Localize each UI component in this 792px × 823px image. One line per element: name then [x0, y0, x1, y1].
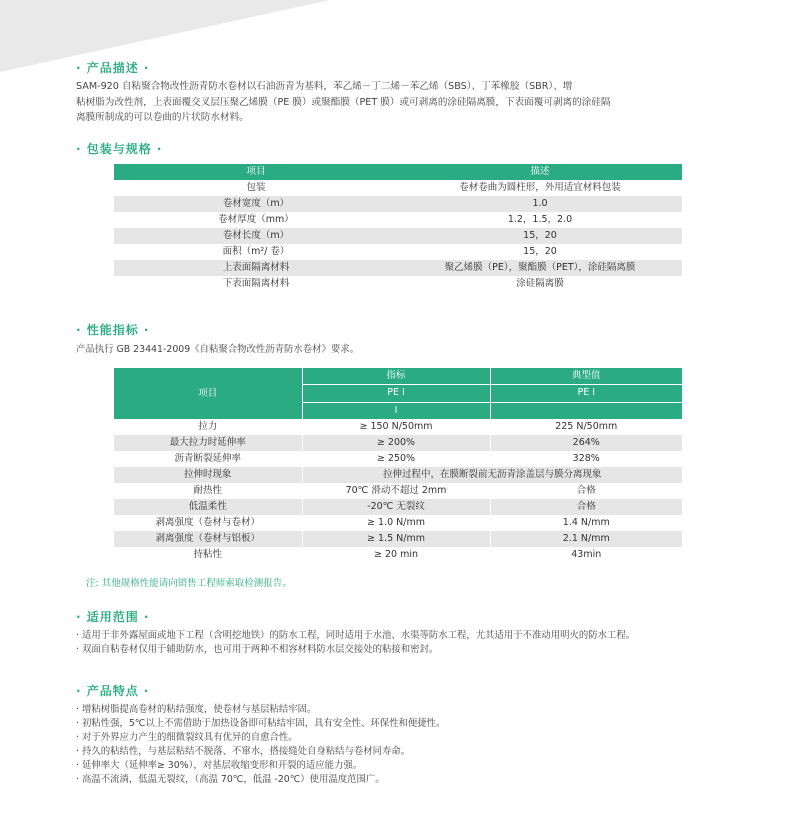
corner-decoration: [0, 0, 330, 72]
perf-cell-item: 拉伸时现象: [114, 467, 302, 483]
spec-cell-desc: 15，20: [523, 246, 557, 257]
section-title-scope: · 适用范围 ·: [76, 610, 150, 624]
spec-cell-item: 包装: [246, 182, 266, 193]
spec-header-desc: 描述: [398, 164, 682, 180]
table-row: [114, 180, 682, 196]
spec-cell-item: 卷材宽度（m）: [114, 196, 398, 212]
table-row: [114, 212, 682, 228]
description-line: 离膜所制成的可以卷曲的片状防水材料。: [76, 112, 249, 123]
table-row: [114, 244, 682, 260]
perf-cell-item: 最大拉力时延伸率: [114, 435, 302, 451]
description-paragraph: [76, 79, 716, 126]
perf-cell-index: ≥ 20 min: [302, 547, 490, 563]
spec-cell-desc: 聚乙烯膜（PE），聚酯膜（PET），涂硅隔离膜: [398, 260, 682, 276]
table-row: [114, 499, 682, 515]
spec-cell-item: 上表面隔离材料: [114, 260, 398, 276]
spec-cell-desc: 15，20: [398, 228, 682, 244]
perf-cell-typical: 225 N/50mm: [490, 419, 682, 435]
feature-item: · 持久的粘结性，与基层粘结不脱落、不窜水，搭接缝处自身粘结与卷材同寿命。: [76, 746, 411, 757]
spec-cell-item: 下表面隔离材料: [222, 278, 290, 289]
feature-item: · 延伸率大（延伸率≥ 30%），对基层收缩变形和开裂的适应能力强。: [76, 760, 363, 771]
perf-header-item: 项目: [114, 368, 302, 419]
spec-cell-item: 卷材厚度（mm）: [218, 214, 294, 225]
table-row: [114, 451, 682, 467]
perf-cell-index: ≥ 1.5 N/mm: [302, 531, 490, 547]
table-row: [114, 276, 682, 292]
perf-subheader-index-type: PE Ⅰ: [302, 385, 490, 402]
table-row: [114, 483, 682, 499]
spec-cell-desc: 涂硅隔离膜: [516, 278, 564, 289]
feature-item: · 增粘树脂提高卷材的粘结强度，使卷材与基层粘结牢固。: [76, 704, 317, 715]
perf-subheader-index-grade: Ⅰ: [302, 402, 490, 419]
perf-cell-item: 拉力: [198, 421, 218, 432]
perf-cell-typical: 43min: [490, 547, 682, 563]
spec-cell-desc: 1.2，1.5，2.0: [507, 214, 573, 225]
perf-subheader-typical-grade: [490, 402, 682, 419]
perf-header-typical: 典型值: [490, 368, 682, 385]
perf-cell-typical: 1.4 N/mm: [490, 515, 682, 531]
table-row: [114, 531, 682, 547]
section-title-features: · 产品特点 ·: [76, 684, 150, 698]
description-line: 粘树脂为改性剂，上表面覆交叉层压聚乙烯膜（PE 膜）或聚酯膜（PET 膜）或可剥离的涂硅隔离膜，下表面覆可剥离的涂硅隔: [76, 96, 611, 108]
table-row: [114, 435, 682, 451]
perf-cell-typical: 264%: [490, 435, 682, 451]
perf-cell-typical: 2.1 N/mm: [490, 531, 682, 547]
perf-cell-index: ≥ 250%: [302, 451, 490, 467]
spec-cell-item: 面积（m²/ 卷）: [222, 246, 290, 257]
scope-item: · 适用于非外露屋面或地下工程（含明挖地铁）的防水工程，同时适用于水池、水渠等防水工程，尤其适用于不准动用明火的防水工程。: [76, 630, 636, 641]
feature-item: · 对于外界应力产生的细微裂纹具有优异的自愈合性。: [76, 732, 298, 743]
spec-cell-desc: 1.0: [398, 196, 682, 212]
section-title-performance: · 性能指标 ·: [76, 323, 150, 337]
perf-cell-index: ≥ 150 N/50mm: [302, 419, 490, 435]
table-row: [114, 260, 682, 276]
performance-table: [114, 368, 682, 563]
perf-cell-item: 持粘性: [193, 549, 222, 560]
perf-cell-typical: 合格: [490, 483, 682, 499]
table-row: [114, 547, 682, 563]
perf-cell-index: -20℃ 无裂纹: [302, 499, 490, 515]
spec-header-item: 项目: [114, 164, 398, 180]
table-row: [114, 196, 682, 212]
section-title-description: · 产品描述 ·: [76, 61, 150, 75]
perf-header-index: 指标: [302, 368, 490, 385]
scope-item: · 双面自粘卷材仅用于辅助防水，也可用于两种不相容材料防水层交接处的粘接和密封。: [76, 644, 439, 655]
perf-cell-item: 低温柔性: [114, 499, 302, 515]
feature-item: · 初粘性强，5℃以上不需借助于加热设备即可粘结牢固，具有安全性、环保性和便捷性。: [76, 718, 446, 729]
perf-cell-index: ≥ 200%: [302, 435, 490, 451]
spec-table: [114, 164, 682, 292]
perf-cell-item: 剥离强度（卷材与铝板）: [114, 531, 302, 547]
table-row: [114, 419, 682, 435]
perf-cell-index-merged: 拉伸过程中，在膜断裂前无沥青涂盖层与膜分离现象: [302, 467, 682, 483]
table-row: [114, 515, 682, 531]
feature-item: · 高温不流淌，低温无裂纹，（高温 70℃，低温 -20℃）使用温度范围广。: [76, 774, 385, 785]
perf-cell-index: ≥ 1.0 N/mm: [302, 515, 490, 531]
performance-note: 注: 其他规格性能请向销售工程师索取检测报告。: [86, 578, 292, 589]
spec-table-header: [114, 164, 682, 180]
perf-cell-item: 沥青断裂延伸率: [174, 453, 241, 464]
perf-cell-typical: 328%: [490, 451, 682, 467]
perf-cell-item: 耐热性: [193, 485, 222, 496]
perf-subheader-typical-type: PE Ⅰ: [490, 385, 682, 402]
table-row: [114, 467, 682, 483]
description-line: SAM-920 自粘聚合物改性沥青防水卷材以石油沥青为基料，苯乙烯－丁二烯－苯乙烯（SBS）、丁苯橡胶（SBR）、增: [76, 81, 573, 92]
spec-cell-desc: 卷材卷曲为圆柱形，外用适宜材料包装: [459, 182, 621, 193]
performance-intro: 产品执行 GB 23441-2009《自粘聚合物改性沥青防水卷材》要求。: [76, 344, 359, 355]
perf-cell-index: 70℃ 滑动不超过 2mm: [302, 483, 490, 499]
table-row: [114, 228, 682, 244]
section-title-packaging: · 包装与规格 ·: [76, 142, 163, 156]
perf-cell-item: 剥离强度（卷材与卷材）: [155, 517, 260, 528]
spec-cell-item: 卷材长度（m）: [114, 228, 398, 244]
perf-cell-typical: 合格: [490, 499, 682, 515]
